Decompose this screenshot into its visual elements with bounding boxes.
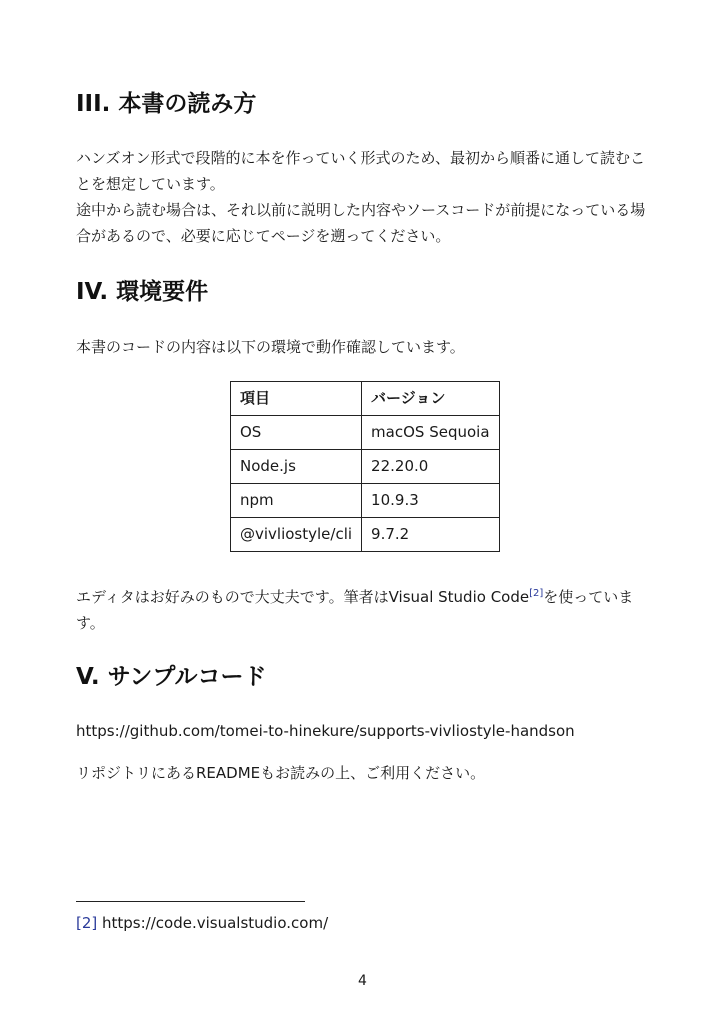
table-cell: @vivliostyle/cli xyxy=(231,518,362,552)
table-cell: OS xyxy=(231,416,362,450)
reading-guide-paragraph-1: ハンズオン形式で段階的に本を作っていく形式のため、最初から順番に通して読むことを想定しています。 xyxy=(76,149,645,193)
readme-note: リポジトリにあるREADMEもお読みの上、ご利用ください。 xyxy=(76,764,486,782)
footnote xyxy=(76,911,328,935)
table-cell: 22.20.0 xyxy=(362,450,499,484)
table-cell: npm xyxy=(231,484,362,518)
editor-text-after: を使っています。 xyxy=(76,588,634,632)
table-cell: 10.9.3 xyxy=(362,484,499,518)
table-cell: macOS Sequoia xyxy=(362,416,499,450)
footnote-url[interactable]: https://code.visualstudio.com/ xyxy=(97,914,329,932)
requirements-intro: 本書のコードの内容は以下の環境で動作確認しています。 xyxy=(76,338,465,356)
table-header-item: 項目 xyxy=(231,382,362,416)
footnote-marker[interactable]: [2] xyxy=(76,914,98,932)
table-row xyxy=(231,450,500,484)
table-cell: Node.js xyxy=(231,450,362,484)
editor-paragraph xyxy=(76,581,651,636)
editor-text-before: エディタはお好みのもので大丈夫です。筆者はVisual Studio Code xyxy=(76,588,530,606)
environment-table xyxy=(230,381,500,552)
page-number: 4 xyxy=(358,973,367,989)
reading-guide-paragraph-2: 途中から読む場合は、それ以前に説明した内容やソースコードが前提になっている場合があるので、必要に応じてページを遡ってください。 xyxy=(76,201,646,245)
table-row xyxy=(231,484,500,518)
footnote-reference-link[interactable]: [2] xyxy=(529,588,544,599)
section-heading-sample-code: V. サンプルコード xyxy=(76,664,267,690)
section-heading-requirements: IV. 環境要件 xyxy=(76,279,209,305)
table-header-version: バージョン xyxy=(362,382,499,416)
table-cell: 9.7.2 xyxy=(362,518,499,552)
repository-url[interactable]: https://github.com/tomei-to-hinekure/supports-vivliostyle-handson xyxy=(76,722,575,740)
table-row xyxy=(231,416,500,450)
table-row xyxy=(231,518,500,552)
section-heading-reading-guide: III. 本書の読み方 xyxy=(76,91,257,117)
table-header-row xyxy=(231,382,500,416)
footnote-divider xyxy=(76,901,305,902)
